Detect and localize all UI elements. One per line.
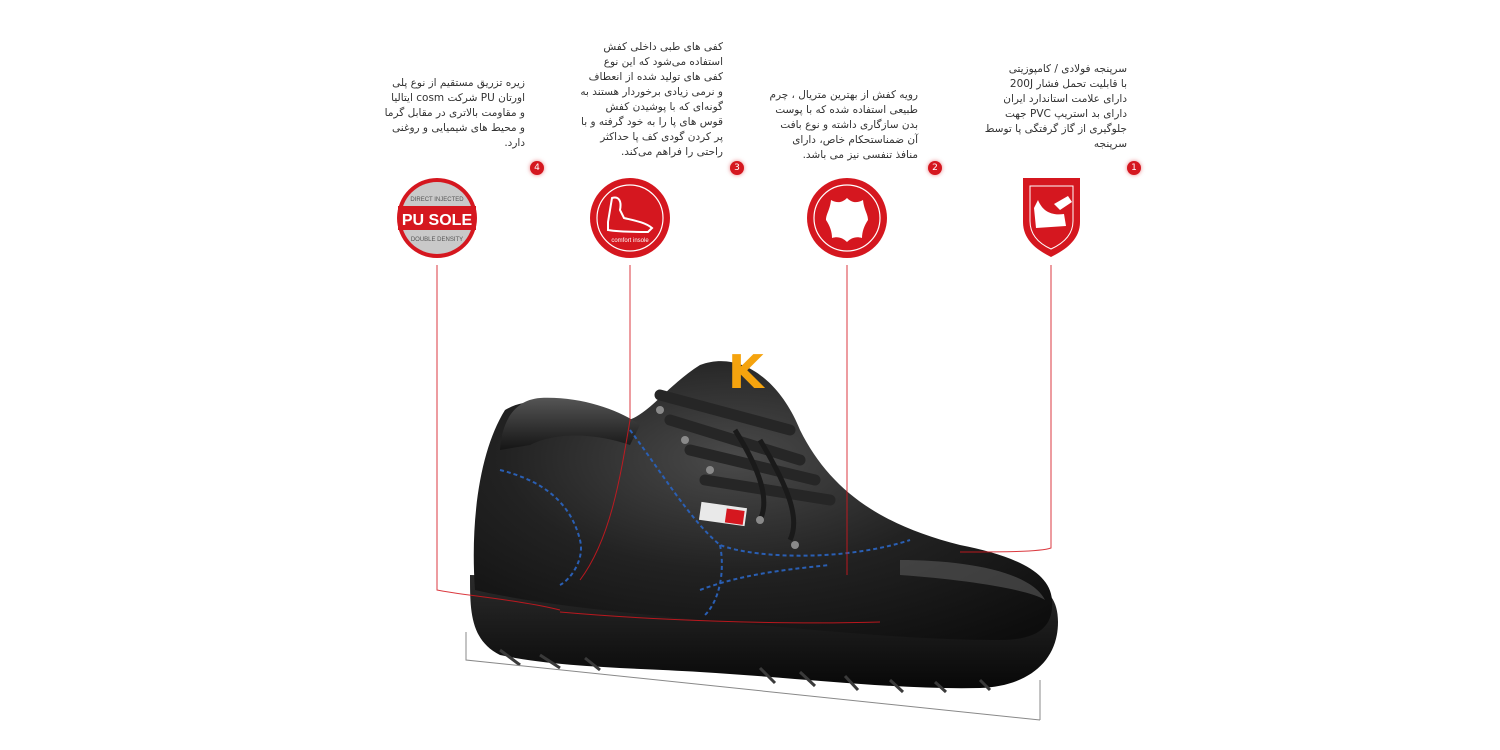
feature-2-text: رویه کفش از بهترین متریال ، چرم طبیعی استفاده شده که با پوست بدن سازگاری داشته و نوع بافت آن ضمناستحکام خاص، دارای منافذ تنفسی نیز می باشد. (769, 89, 918, 161)
comfort-label: comfort insole (611, 238, 649, 244)
feature-4-text: زیره تزریق مستقیم از نوع پلی اورتان PU شرکت cosm ایتالیا و مقاومت بالاتری در مقابل گرما و محیط های شیمیایی و روغنی دارد. (384, 77, 525, 149)
watermark-logo: K (728, 345, 764, 399)
leather-hide-icon (826, 198, 868, 242)
feature-1-number: 1 (1127, 161, 1141, 175)
pu-sole-main-text: PU SOLE (401, 212, 473, 229)
feature-1-text: سرپنجه فولادی / کامپوزیتی با قابلیت تحمل فشار 200J دارای علامت استاندارد ایران دارای بد استریپ PVC جهت جلوگیری از گاز گرفتگی پا توسط سرپنجه (984, 63, 1127, 150)
genuine-leather-badge (807, 178, 887, 258)
pu-sole-badge (397, 178, 477, 258)
steel-toe-badge (1023, 178, 1080, 257)
feature-2-number: 2 (928, 161, 942, 175)
feature-4-number: 4 (530, 161, 544, 175)
comfort-insole-badge (590, 178, 670, 258)
pu-sole-bottom-text: DOUBLE DENSITY (410, 237, 464, 243)
feature-3-number: 3 (730, 161, 744, 175)
feature-3-text: کفی های طبی داخلی کفش استفاده می‌شود که این نوع کفی های تولید شده از انعطاف و نرمی زیادی برخوردار هستند به گونه‌ای که با پوشیدن کفش قوس های پا را به خود گرفته و با پر کردن گودی کف پا حداکثر راحتی را فراهم می‌کند. (580, 41, 723, 158)
pu-sole-top-text: DIRECT INJECTED (410, 197, 464, 203)
